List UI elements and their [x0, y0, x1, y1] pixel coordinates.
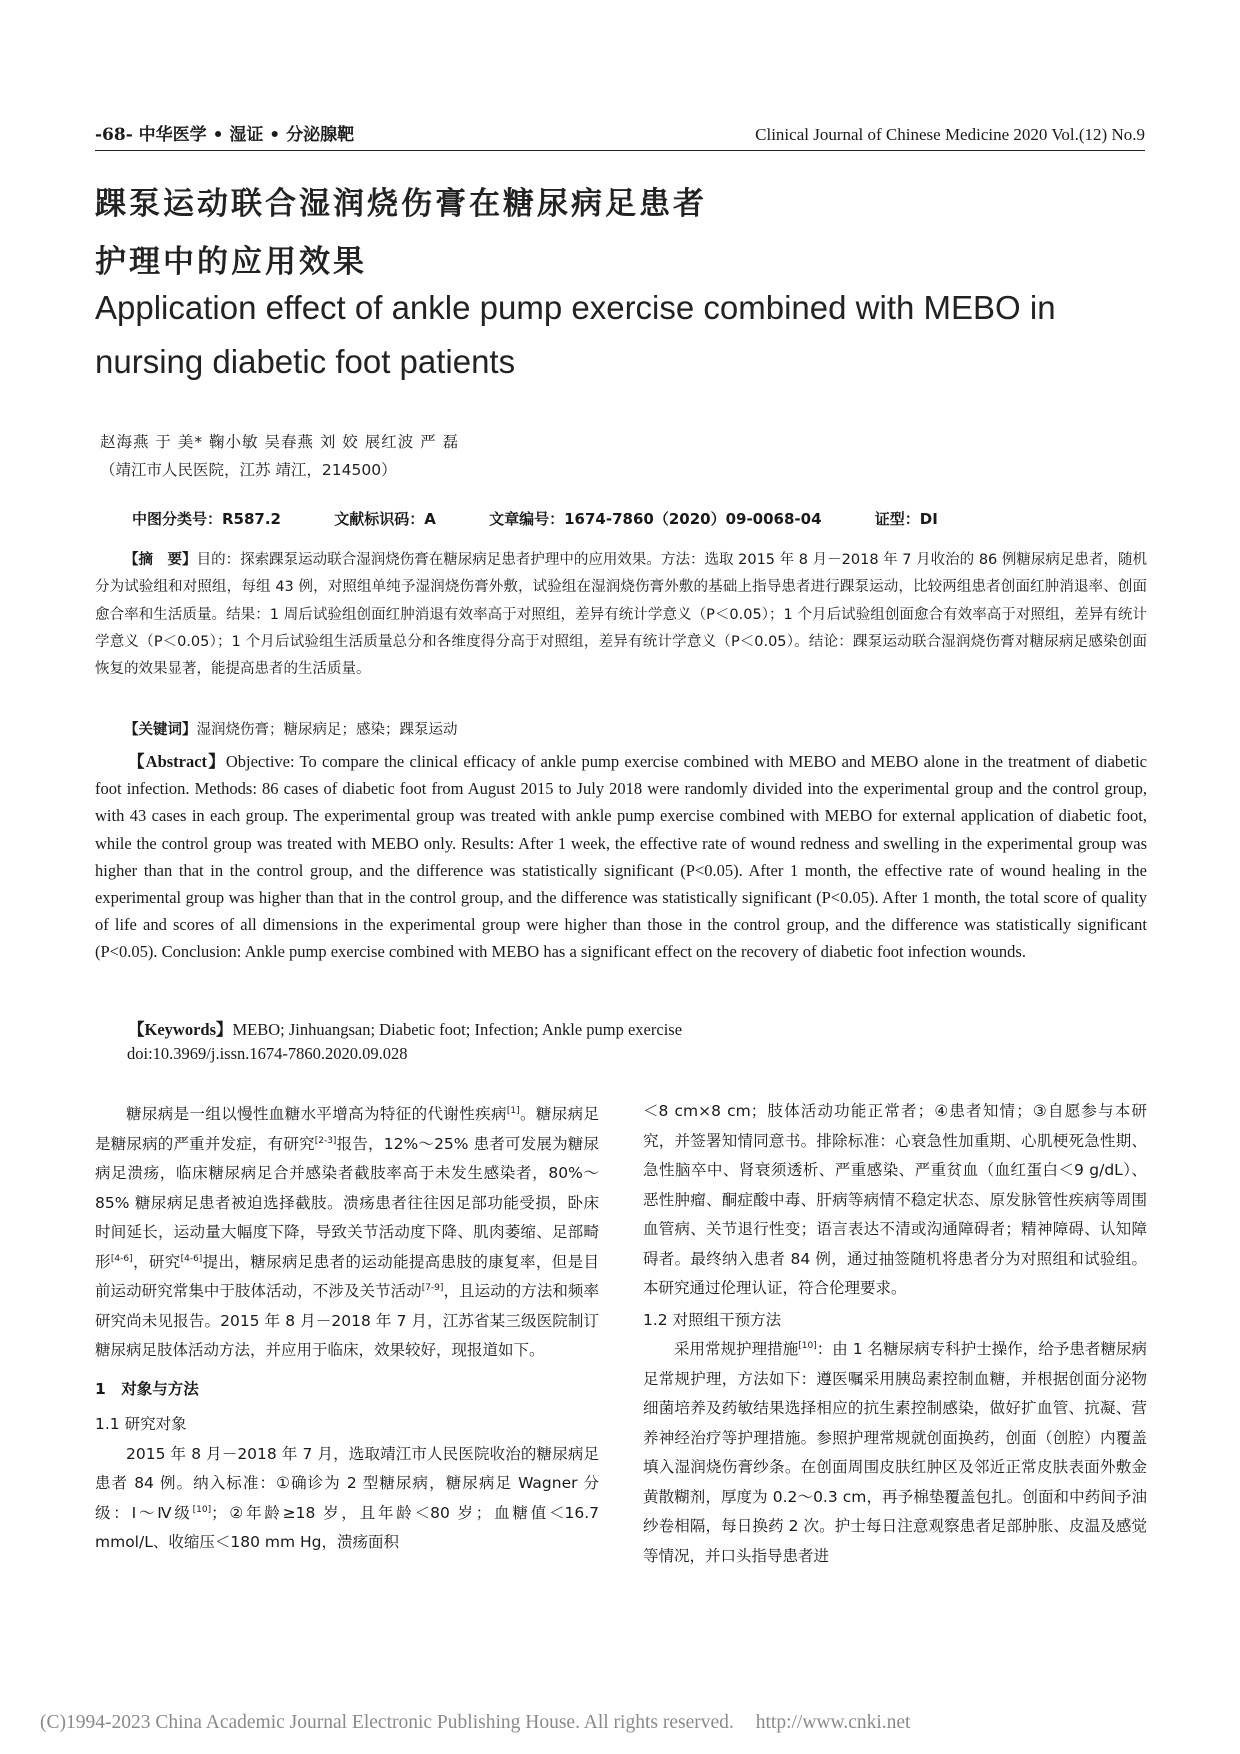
control-text-1: 采用常规护理措施: [674, 1340, 799, 1358]
syndrome-type: 证型：DI: [874, 510, 938, 528]
keywords-en-text: MEBO; Jinhuangsan; Diabetic foot; Infection; Ankle pump exercise: [232, 1020, 683, 1039]
title-en-line2: nursing diabetic foot patients: [95, 343, 516, 380]
abstract-cn-text: 目的：探索踝泵运动联合湿润烧伤膏在糖尿病足患者护理中的应用效果。方法：选取 2015 年 8 月－2018 年 7 月收治的 86 例糖尿病足患者，随机分为试验组和对照组，每组 43 例，对照组单纯予湿润烧伤膏外敷，试验组在湿润烧伤膏外敷的基础上指导患者进行踝泵运动，比较两组患者创面红肿消退率、创面愈合率和生活质量。结果：1 周后试验组创面红肿消退有效率高于对照组，差异有统计学意义（P＜0.05）；1 个月后试验组创面愈合有效率高于对照组，差异有统计学意义（P＜0.05）；1 个月后试验组生活质量总分和各维度得分高于对照组，差异有统计学意义（P＜0.05）。结论：踝泵运动联合湿润烧伤膏对糖尿病足感染创面恢复的效果显著，能提高患者的生活质量。: [95, 552, 1147, 678]
clc-number: 中图分类号：R587.2: [132, 510, 281, 528]
article-number: 文章编号：1674-7860（2020）09-0068-04: [489, 510, 822, 528]
keywords-cn-label: 【关键词】: [124, 722, 197, 738]
keywords-cn-text: 湿润烧伤膏；糖尿病足；感染；踝泵运动: [196, 722, 458, 738]
affiliation: （靖江市人民医院，江苏 靖江，214500）: [100, 461, 397, 479]
body-column-right: [643, 1097, 1147, 1571]
intro-paragraph: [95, 1100, 599, 1366]
abstract-en-text: Objective: To compare the clinical efficacy of ankle pump exercise combined with MEBO and MEBO alone in the treatment of diabetic foot infection. Methods: 86 cases of diabetic foot from August 2015 to July 2018 were randomly divided into the experimental group and the control group, with 43 cases in each group. The experimental group was treated with ankle pump exercise combined with MEBO for external application of diabetic foot, while the control group was treated with MEBO only. Results: After 1 week, the effective rate of wound redness and swelling in the experimental group was higher than that in the control group, and the difference was statistically significant (P<0.05). After 1 month, the effective rate of wound healing in the experimental group was higher than that in the control group, and the difference was statistically significant (P<0.05). After 1 month, the total score of quality of life and scores of all dimensions in the experimental group were higher than those in the control group, and the difference was statistically significant (P<0.05). Conclusion: Ankle pump exercise combined with MEBO has a significant effect on the recovery of diabetic foot infection wounds.: [95, 752, 1147, 962]
keywords-en: [95, 1016, 1147, 1040]
author-list: 赵海燕 于 美* 鞠小敏 吴春燕 刘 姣 展红波 严 磊: [100, 433, 460, 451]
intro-text-2: 。糖尿病足是糖尿病的严重并发症，有研究: [95, 1105, 599, 1153]
body-column-left: [95, 1100, 599, 1558]
abstract-en: [95, 748, 1147, 966]
subjects-text-1: 2015 年 8 月－2018 年 7 月，选取靖江市人民医院收治的糖尿病足患者 84 例。纳入标准：①确诊为 2 型糖尿病，糖尿病足 Wagner 分级：Ⅰ～Ⅳ级: [95, 1444, 599, 1522]
control-text-2: ：由 1 名糖尿病专科护士操作，给予患者糖尿病足常规护理，方法如下：遵医嘱采用胰岛素控制血糖，并根据创面分泌物细菌培养及药敏结果选择相应的抗生素控制感染，做好扩血管、抗凝、营养神经治疗等护理措施。参照护理常规就创面换药，创面（创腔）内覆盖填入湿润烧伤膏纱条。在创面周围皮肤红肿区及邻近正常皮肤表面外敷金黄散糊剂，厚度为 0.2～0.3 cm，再予棉垫覆盖包扎。创面和中药间予油纱卷相隔，每日换药 2 次。护士每日注意观察患者足部肿胀、皮温及感觉等情况，并口头指导患者进: [643, 1340, 1147, 1565]
classification-line: [132, 508, 1132, 529]
header-journal-cn: -68- 中华医学 • 湿证 • 分泌腺靶: [95, 125, 355, 145]
header-journal-en: Clinical Journal of Chinese Medicine 2020 Vol.(12) No.9: [755, 125, 1145, 144]
subsection-heading-1-2: 1.2 对照组干预方法: [643, 1310, 782, 1329]
citation-ref[interactable]: [2-3]: [314, 1135, 337, 1146]
intro-text-6: ，且运动的方法和频率研究尚未见报告。2015 年 8 月－2018 年 7 月，江苏省某三级医院制订糖尿病足肢体活动方法，并应用于临床，效果较好，现报道如下。: [95, 1282, 599, 1359]
abstract-en-label: 【Abstract】: [128, 752, 226, 771]
subsection-heading-1-1: 1.1 研究对象: [95, 1415, 187, 1433]
title-cn-line2: 护理中的应用效果: [95, 244, 367, 280]
abstract-cn: [95, 547, 1147, 683]
title-en-line1: Application effect of ankle pump exercise combined with MEBO in: [95, 289, 1056, 326]
keywords-en-label: 【Keywords】: [128, 1020, 233, 1039]
citation-ref[interactable]: [7-9]: [421, 1282, 444, 1293]
intro-text-3: 报告，12%～25% 患者可发展为糖尿病足溃疡，临床糖尿病足合并感染者截肢率高于未发生感染者，80%～85% 糖尿病足患者被迫选择截肢。溃疡患者往往因足部功能受损，卧床时间延长，运动量大幅度下降，导致关节活动度下降、肌肉萎缩、足部畸形: [95, 1134, 599, 1271]
keywords-cn: [95, 718, 1147, 739]
control-method-paragraph: [643, 1335, 1147, 1571]
title-cn-line1: 踝泵运动联合湿润烧伤膏在糖尿病足患者: [95, 186, 707, 222]
citation-ref[interactable]: [10]: [798, 1340, 817, 1351]
section-heading-1: 1 对象与方法: [95, 1379, 199, 1398]
cnki-link[interactable]: http://www.cnki.net: [755, 1712, 911, 1733]
citation-ref[interactable]: [10]: [192, 1504, 212, 1515]
copyright-footer: [40, 1712, 910, 1734]
subjects-text-2: ；②年龄≥18 岁，且年龄＜80 岁；血糖值＜16.7 mmol/L、收缩压＜180 mm Hg，溃疡面积: [95, 1503, 599, 1551]
intro-text-5: 提出，糖尿病足患者的运动能提高患肢的康复率，但是目前运动研究常集中于肢体活动，不涉及关节活动: [95, 1252, 599, 1300]
abstract-cn-label: 【摘 要】: [124, 552, 197, 568]
criteria-paragraph: ＜8 cm×8 cm；肢体活动功能正常者；④患者知情；③自愿参与本研究，并签署知情同意书。排除标准：心衰急性加重期、心肌梗死急性期、急性脑卒中、肾衰须透析、严重感染、严重贫血（血红蛋白＜9 g/dL）、恶性肿瘤、酮症酸中毒、肝病等病情不稳定状态、原发脉管性疾病等周围血管病、关节退行性变；语言表达不清或沟通障碍者；精神障碍、认知障碍者。最终纳入患者 84 例，通过抽签随机将患者分为对照组和试验组。本研究通过伦理认证，符合伦理要求。: [643, 1102, 1147, 1297]
document-code: 文献标识码：A: [334, 510, 436, 528]
running-header: [95, 120, 1145, 151]
citation-ref[interactable]: [1]: [506, 1105, 520, 1116]
intro-text-4: ，研究: [132, 1252, 181, 1271]
intro-text-1: 糖尿病是一组以慢性血糖水平增高为特征的代谢性疾病: [126, 1105, 507, 1123]
citation-ref[interactable]: [4-6]: [110, 1253, 133, 1264]
doi-link[interactable]: doi:10.3969/j.issn.1674-7860.2020.09.028: [127, 1044, 408, 1063]
subjects-paragraph: [95, 1440, 599, 1558]
copyright-text: (C)1994-2023 China Academic Journal Electronic Publishing House. All rights reserved.: [40, 1712, 734, 1733]
citation-ref[interactable]: [4-6]: [180, 1253, 203, 1264]
